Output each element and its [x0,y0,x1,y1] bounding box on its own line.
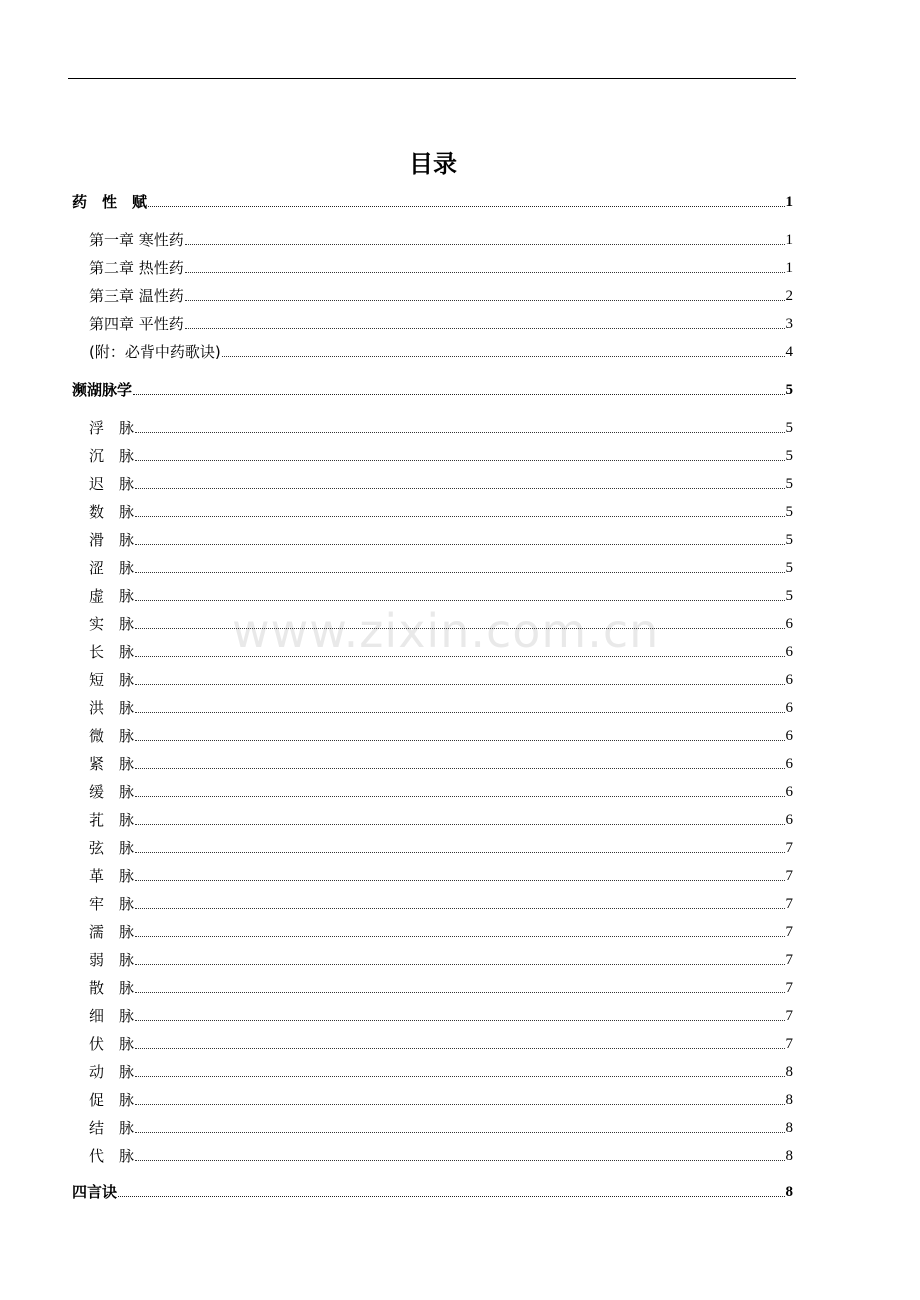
toc-entry-label: 伏 脉 [89,1035,135,1053]
toc-entry-label: 涩 脉 [89,559,135,577]
toc-entry-label: 药 性 赋 [72,193,148,211]
toc-entry-label: 第三章 温性药 [89,287,184,305]
toc-entry-label: 第二章 热性药 [89,259,184,277]
toc-entry-label: 数 脉 [89,503,135,521]
dot-leader [135,698,784,713]
toc-page-number: 3 [785,316,793,332]
dot-leader [135,894,784,909]
dot-leader [185,230,785,245]
toc-entry-label: 第一章 寒性药 [89,231,184,249]
dot-leader [135,586,784,601]
toc-entry-label: 四言诀 [72,1183,118,1201]
dot-leader [135,558,784,573]
toc-subentry[interactable] [89,726,793,746]
dot-leader [135,446,784,461]
toc-entry-label: 洪 脉 [89,699,135,717]
toc-page-number: 7 [785,868,793,884]
dot-leader [135,1034,784,1049]
toc-entry-label: 长 脉 [89,643,135,661]
dot-leader [135,642,784,657]
toc-page-number: 5 [785,560,793,576]
dot-leader [185,286,785,301]
toc-entry-label: 弦 脉 [89,839,135,857]
toc-subentry[interactable] [89,418,793,438]
toc-subentry[interactable] [89,978,793,998]
toc-subentry[interactable] [89,922,793,942]
toc-entry-label: 弱 脉 [89,951,135,969]
toc-page-number: 6 [785,784,793,800]
toc-page-number: 8 [785,1184,793,1200]
toc-subentry[interactable] [89,950,793,970]
dot-leader [185,258,785,273]
dot-leader [135,866,784,881]
toc-subentry[interactable] [89,314,793,334]
dot-leader [135,474,784,489]
toc-page-number: 7 [785,840,793,856]
toc-entry-label: 滑 脉 [89,531,135,549]
toc-page-number: 5 [785,420,793,436]
toc-entry-label: 革 脉 [89,867,135,885]
header-rule [68,78,796,79]
dot-leader [135,922,784,937]
toc-page-number: 5 [785,382,793,398]
toc-entry-label: 第四章 平性药 [89,315,184,333]
toc-subentry[interactable] [89,342,793,362]
toc-entry-label: 紧 脉 [89,755,135,773]
dot-leader [222,342,785,357]
toc-subentry[interactable] [89,230,793,250]
toc-entry-label: 濡 脉 [89,923,135,941]
toc-page-number: 7 [785,924,793,940]
toc-entry-label: 微 脉 [89,727,135,745]
dot-leader [135,950,784,965]
toc-entry-label: 短 脉 [89,671,135,689]
toc-page-number: 5 [785,588,793,604]
toc-subentry[interactable] [89,558,793,578]
dot-leader [135,978,784,993]
toc-subentry[interactable] [89,446,793,466]
toc-page-number: 6 [785,756,793,772]
dot-leader [135,1118,784,1133]
toc-page-number: 6 [785,812,793,828]
dot-leader [135,782,784,797]
toc-section-entry[interactable] [72,192,793,212]
watermark: www.zixin.com.cn [232,604,660,658]
toc-entry-label: 迟 脉 [89,475,135,493]
toc-page-number: 5 [785,448,793,464]
toc-subentry[interactable] [89,670,793,690]
dot-leader [133,380,784,395]
toc-page-number: 1 [785,232,793,248]
toc-page-number: 6 [785,616,793,632]
toc-subentry[interactable] [89,258,793,278]
toc-entry-label: (附：必背中药歌诀) [89,343,221,361]
toc-subentry[interactable] [89,474,793,494]
dot-leader [135,1146,784,1161]
toc-subentry[interactable] [89,1034,793,1054]
toc-page-number: 6 [785,700,793,716]
toc-subentry[interactable] [89,838,793,858]
dot-leader [135,530,784,545]
toc-page-number: 2 [785,288,793,304]
toc-entry-label: 实 脉 [89,615,135,633]
dot-leader [135,418,784,433]
toc-page-number: 7 [785,896,793,912]
page-title: 目录 [409,150,457,178]
toc-subentry[interactable] [89,642,793,662]
toc-page-number: 7 [785,952,793,968]
toc-section-entry[interactable] [72,380,793,400]
toc-entry-label: 结 脉 [89,1119,135,1137]
toc-subentry[interactable] [89,1118,793,1138]
toc-page-number: 8 [785,1120,793,1136]
toc-page-number: 7 [785,1008,793,1024]
dot-leader [135,1062,784,1077]
toc-page-number: 1 [785,260,793,276]
toc-page-number: 6 [785,728,793,744]
toc-subentry[interactable] [89,502,793,522]
dot-leader [135,614,784,629]
toc-page-number: 8 [785,1064,793,1080]
dot-leader [135,670,784,685]
toc-entry-label: 动 脉 [89,1063,135,1081]
toc-entry-label: 代 脉 [89,1147,135,1165]
toc-subentry[interactable] [89,1090,793,1110]
toc-page-number: 5 [785,476,793,492]
toc-page-number: 7 [785,980,793,996]
toc-entry-label: 浮 脉 [89,419,135,437]
toc-subentry[interactable] [89,782,793,802]
toc-section-entry[interactable] [72,1182,793,1202]
dot-leader [135,502,784,517]
dot-leader [135,754,784,769]
dot-leader [118,1182,784,1197]
toc-subentry[interactable] [89,614,793,634]
toc-entry-label: 细 脉 [89,1007,135,1025]
toc-subentry[interactable] [89,894,793,914]
toc-subentry[interactable] [89,586,793,606]
toc-subentry[interactable] [89,1006,793,1026]
toc-subentry[interactable] [89,810,793,830]
toc-page-number: 6 [785,672,793,688]
toc-subentry[interactable] [89,866,793,886]
toc-subentry[interactable] [89,1062,793,1082]
toc-entry-label: 濒湖脉学 [72,381,133,399]
toc-subentry[interactable] [89,698,793,718]
toc-page-number: 7 [785,1036,793,1052]
dot-leader [135,726,784,741]
toc-subentry[interactable] [89,286,793,306]
dot-leader [135,1090,784,1105]
toc-page-number: 1 [785,194,793,210]
toc-page-number: 5 [785,532,793,548]
dot-leader [135,838,784,853]
toc-entry-label: 缓 脉 [89,783,135,801]
toc-entry-label: 促 脉 [89,1091,135,1109]
dot-leader [185,314,785,329]
toc-entry-label: 虚 脉 [89,587,135,605]
dot-leader [135,810,784,825]
toc-page-number: 8 [785,1148,793,1164]
toc-page-number: 8 [785,1092,793,1108]
dot-leader [148,192,784,207]
toc-page-number: 6 [785,644,793,660]
toc-page-number: 5 [785,504,793,520]
dot-leader [135,1006,784,1021]
toc-entry-label: 芤 脉 [89,811,135,829]
toc-entry-label: 牢 脉 [89,895,135,913]
toc-entry-label: 散 脉 [89,979,135,997]
toc-entry-label: 沉 脉 [89,447,135,465]
toc-page-number: 4 [785,344,793,360]
toc-subentry[interactable] [89,1146,793,1166]
toc-subentry[interactable] [89,754,793,774]
toc-subentry[interactable] [89,530,793,550]
